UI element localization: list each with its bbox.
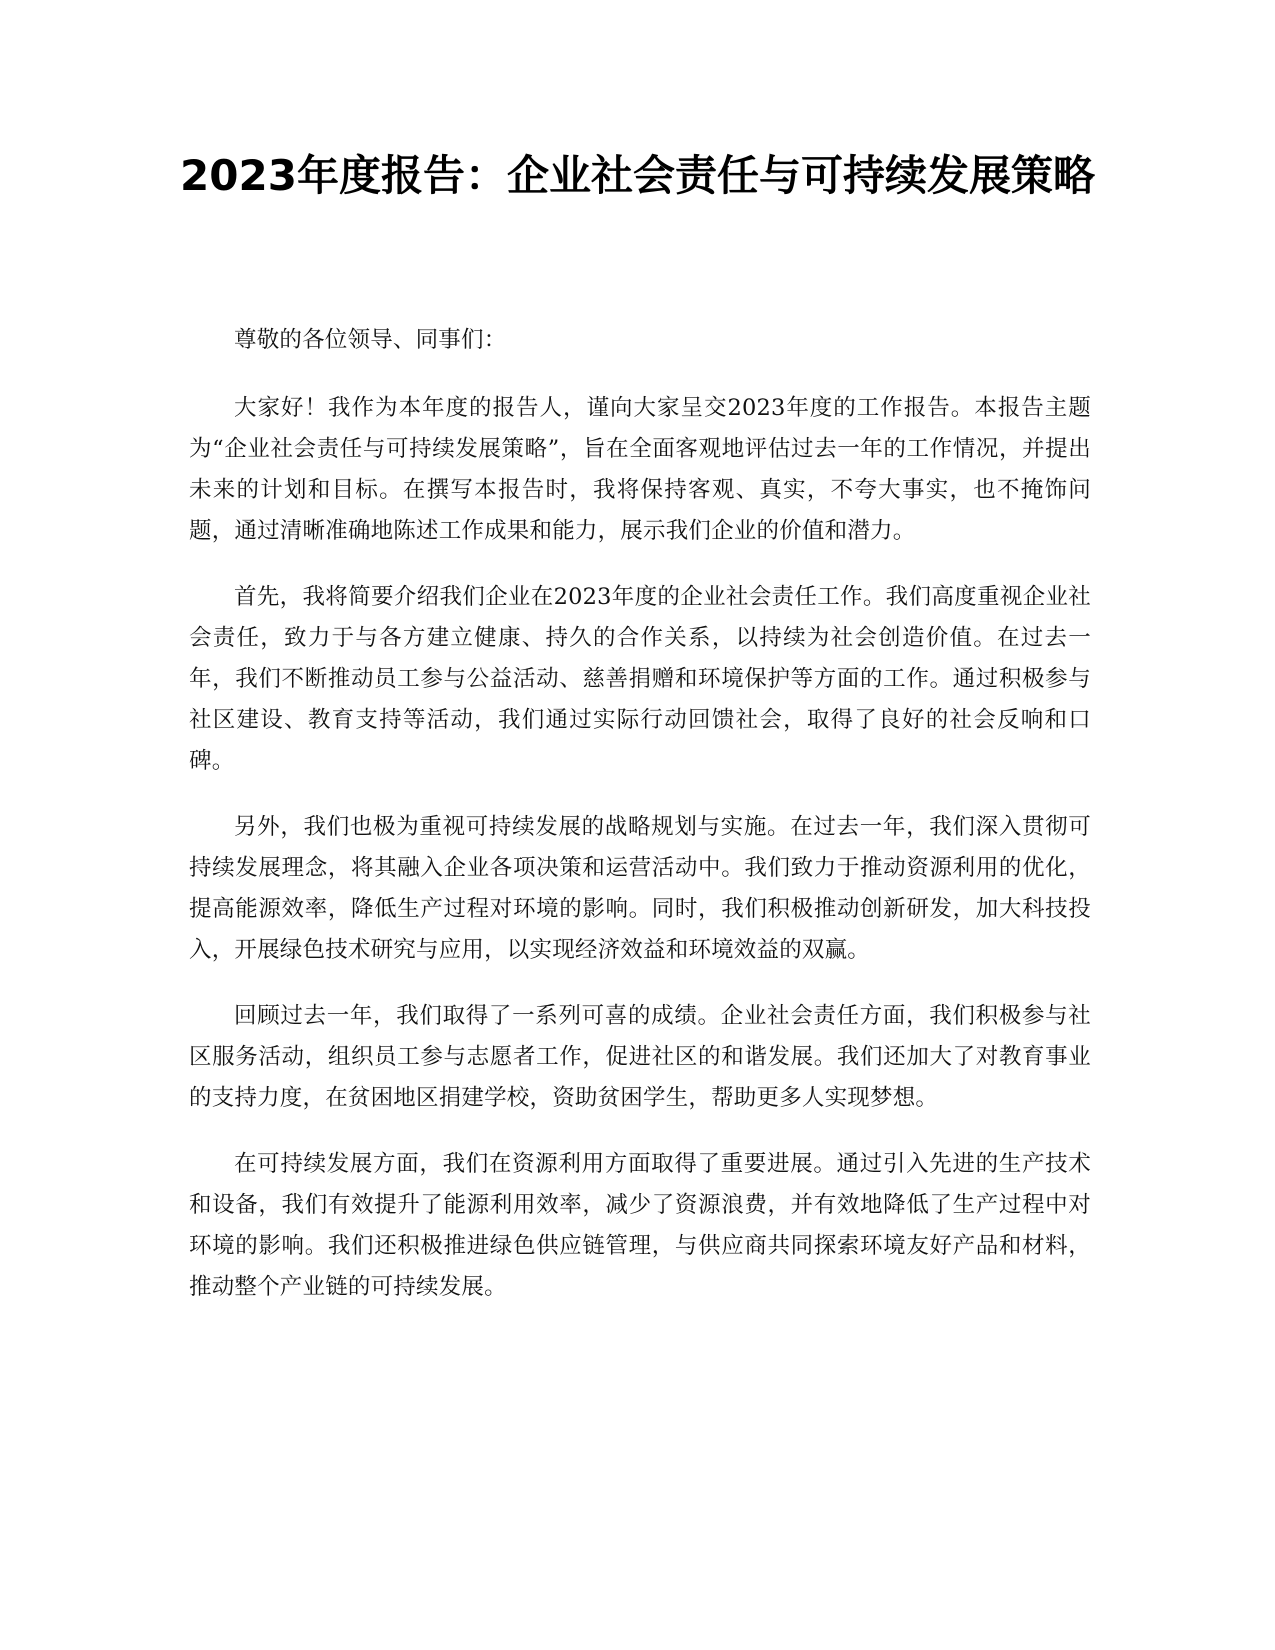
- paragraph-introduction: 大家好！我作为本年度的报告人，谨向大家呈交2023年度的工作报告。本报告主题为“企业社会责任与可持续发展策略”，旨在全面客观地评估过去一年的工作情况，并提出未来的计划和目标。在撰写本报告时，我将保持客观、真实，不夸大事实，也不掩饰问题，通过清晰准确地陈述工作成果和能力，展示我们企业的价值和潜力。: [189, 395, 1091, 544]
- paragraph-csr-work: 首先，我将简要介绍我们企业在2023年度的企业社会责任工作。我们高度重视企业社会责任，致力于与各方建立健康、持久的合作关系，以持续为社会创造价值。在过去一年，我们不断推动员工参与公益活动、慈善捐赠和环境保护等方面的工作。通过积极参与社区建设、教育支持等活动，我们通过实际行动回馈社会，取得了良好的社会反响和口碑。: [189, 584, 1091, 774]
- paragraph-greeting: 尊敬的各位领导、同事们：: [234, 327, 507, 353]
- document-title: 2023年度报告：企业社会责任与可持续发展策略: [180, 151, 1095, 200]
- paragraph-achievements: 回顾过去一年，我们取得了一系列可喜的成绩。企业社会责任方面，我们积极参与社区服务活动，组织员工参与志愿者工作，促进社区的和谐发展。我们还加大了对教育事业的支持力度，在贫困地区捐建学校，资助贫困学生，帮助更多人实现梦想。: [189, 1003, 1091, 1111]
- paragraph-resource-progress: 在可持续发展方面，我们在资源利用方面取得了重要进展。通过引入先进的生产技术和设备，我们有效提升了能源利用效率，减少了资源浪费，并有效地降低了生产过程中对环境的影响。我们还积极推进绿色供应链管理，与供应商共同探索环境友好产品和材料，推动整个产业链的可持续发展。: [189, 1151, 1091, 1300]
- document-body: [189, 320, 1091, 1333]
- paragraph-sustainability-strategy: 另外，我们也极为重视可持续发展的战略规划与实施。在过去一年，我们深入贯彻可持续发展理念，将其融入企业各项决策和运营活动中。我们致力于推动资源利用的优化，提高能源效率，降低生产过程对环境的影响。同时，我们积极推动创新研发，加大科技投入，开展绿色技术研究与应用，以实现经济效益和环境效益的双赢。: [189, 814, 1091, 963]
